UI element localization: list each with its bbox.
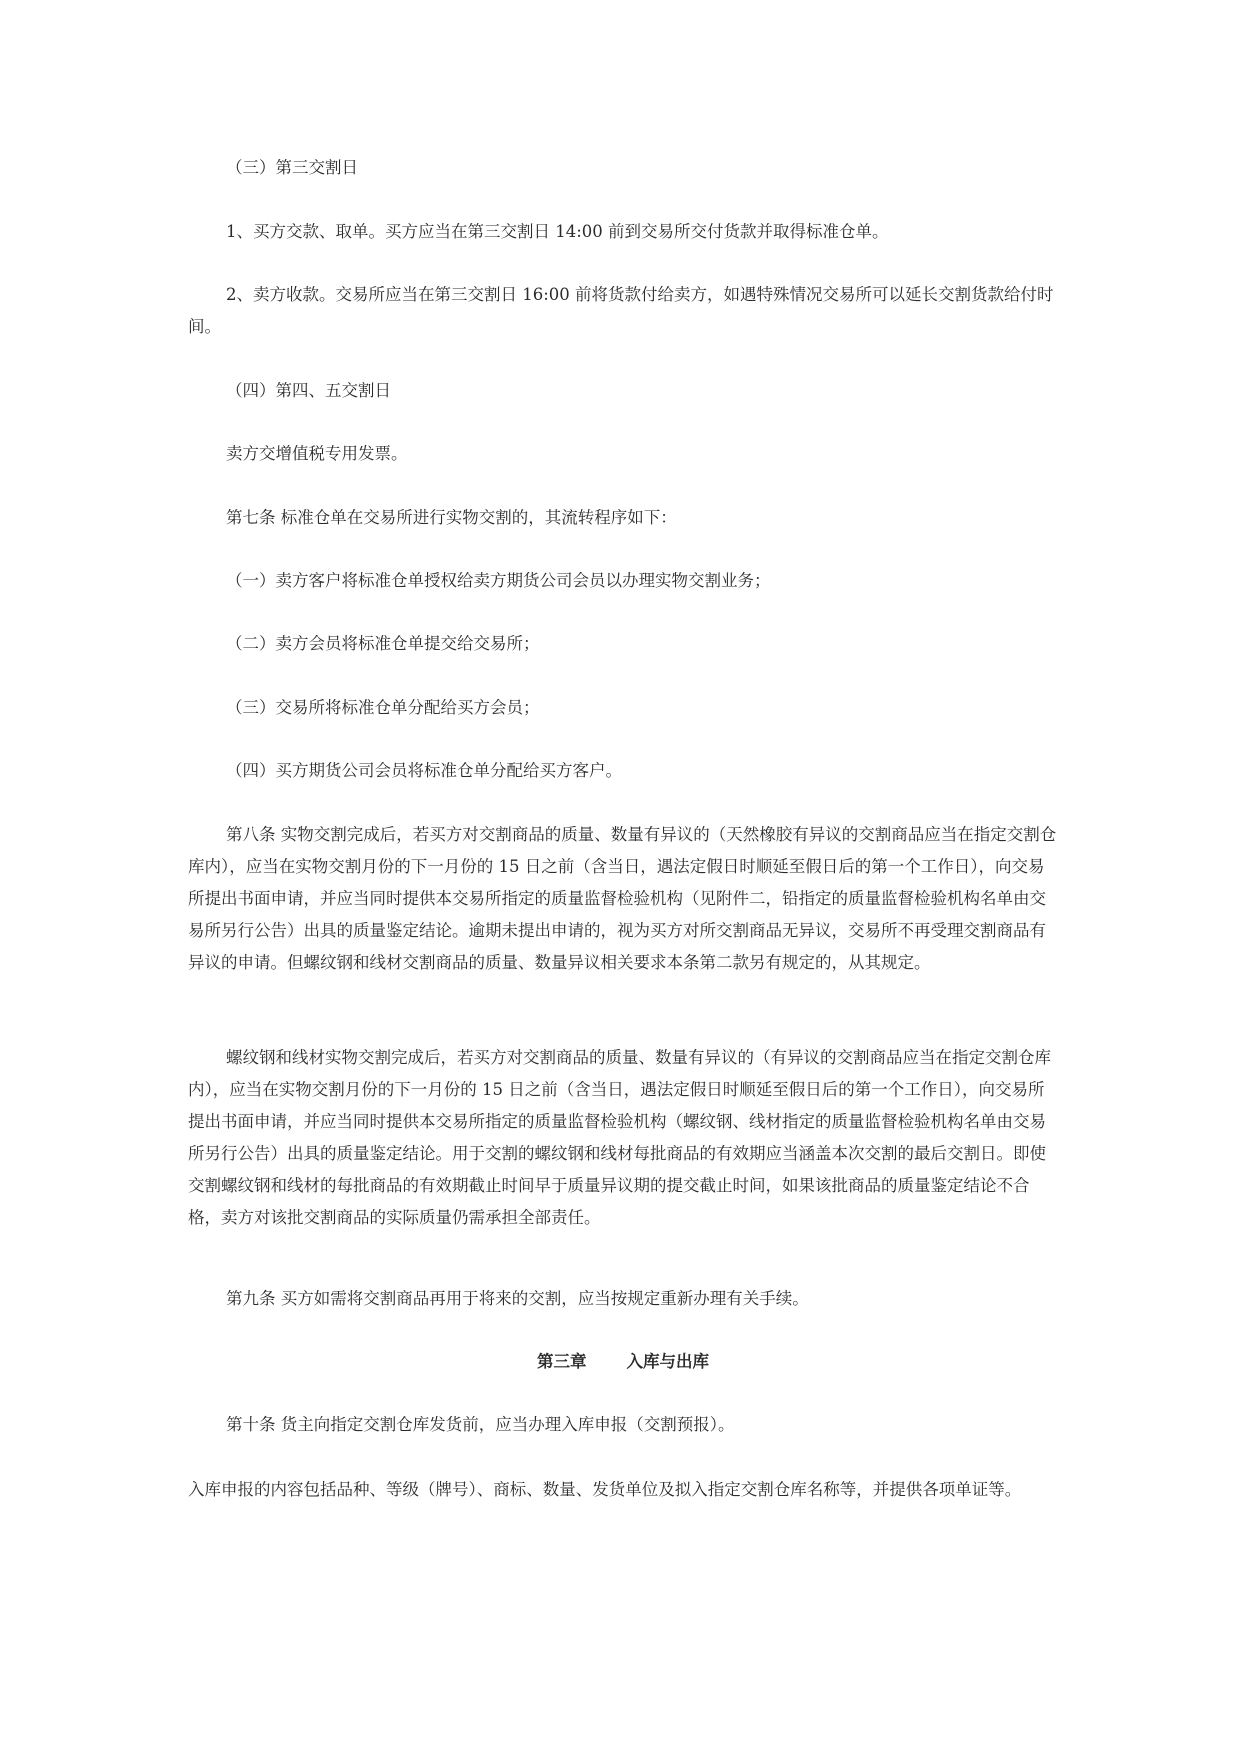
- chapter-number: 第三章: [537, 1352, 587, 1371]
- paragraph-warehousing-declaration: 入库申报的内容包括品种、等级（牌号）、商标、数量、发货单位及拟入指定交割仓库名称等，并提供各项单证等。: [188, 1480, 1022, 1499]
- paragraph-article-9: 第九条 买方如需将交割商品再用于将来的交割，应当按规定重新办理有关手续。: [226, 1289, 809, 1308]
- paragraph-article-10: 第十条 货主向指定交割仓库发货前，应当办理入库申报（交割预报）。: [226, 1415, 735, 1434]
- paragraph-article-7-item-2: （二）卖方会员将标准仓单提交给交易所；: [226, 634, 540, 653]
- paragraph-vat-invoice: 卖方交增值税专用发票。: [226, 444, 408, 463]
- chapter-title: 入库与出库: [626, 1352, 709, 1371]
- paragraph-third-delivery-day: （三）第三交割日: [226, 158, 358, 177]
- paragraph-article-7: 第七条 标准仓单在交易所进行实物交割的，其流转程序如下：: [226, 508, 677, 527]
- paragraph-article-8: 第八条 实物交割完成后，若买方对交割商品的质量、数量有异议的（天然橡胶有异议的交割商品应当在指定交割仓库内），应当在实物交割月份的下一月份的 15 日之前（含当日，遇法定假日时顺延至假日后的第一个工作日），向交易所提出书面申请，并应当同时提供本交易所指定的质量监督检验机构（见附件二，铅指定的质量监督检验机构名单由交易所另行公告）出具的质量鉴定结论。逾期未提出申请的，视为买方对所交割商品无异议，交易所不再受理交割商品有异议的申请。但螺纹钢和线材交割商品的质量、数量异议相关要求本条第二款另有规定的，从其规定。: [188, 825, 1057, 972]
- paragraph-fourth-fifth-day: （四）第四、五交割日: [226, 381, 391, 400]
- paragraph-seller-receipt: 2、卖方收款。交易所应当在第三交割日 16:00 前将货款付给卖方，如遇特殊情况交易所可以延长交割货款给付时间。: [188, 285, 1054, 336]
- paragraph-buyer-payment: 1、买方交款、取单。买方应当在第三交割日 14:00 前到交易所交付货款并取得标准仓单。: [226, 222, 889, 241]
- paragraph-article-8-clause-2: 螺纹钢和线材实物交割完成后，若买方对交割商品的质量、数量有异议的（有异议的交割商品应当在指定交割仓库内），应当在实物交割月份的下一月份的 15 日之前（含当日，遇法定假日时顺延至假日后的第一个工作日），向交易所提出书面申请，并应当同时提供本交易所指定的质量监督检验机构（螺纹钢、线材指定的质量监督检验机构名单由交易所另行公告）出具的质量鉴定结论。用于交割的螺纹钢和线材每批商品的有效期应当涵盖本次交割的最后交割日。即使交割螺纹钢和线材的每批商品的有效期截止时间早于质量异议期的提交截止时间，如果该批商品的质量鉴定结论不合格，卖方对该批交割商品的实际质量仍需承担全部责任。: [188, 1048, 1051, 1227]
- chapter-heading: [188, 1346, 1058, 1378]
- paragraph-article-7-item-3: （三）交易所将标准仓单分配给买方会员；: [226, 698, 540, 717]
- paragraph-article-7-item-1: （一）卖方客户将标准仓单授权给卖方期货公司会员以办理实物交割业务；: [226, 571, 771, 590]
- paragraph-article-7-item-4: （四）买方期货公司会员将标准仓单分配给买方客户。: [226, 761, 622, 780]
